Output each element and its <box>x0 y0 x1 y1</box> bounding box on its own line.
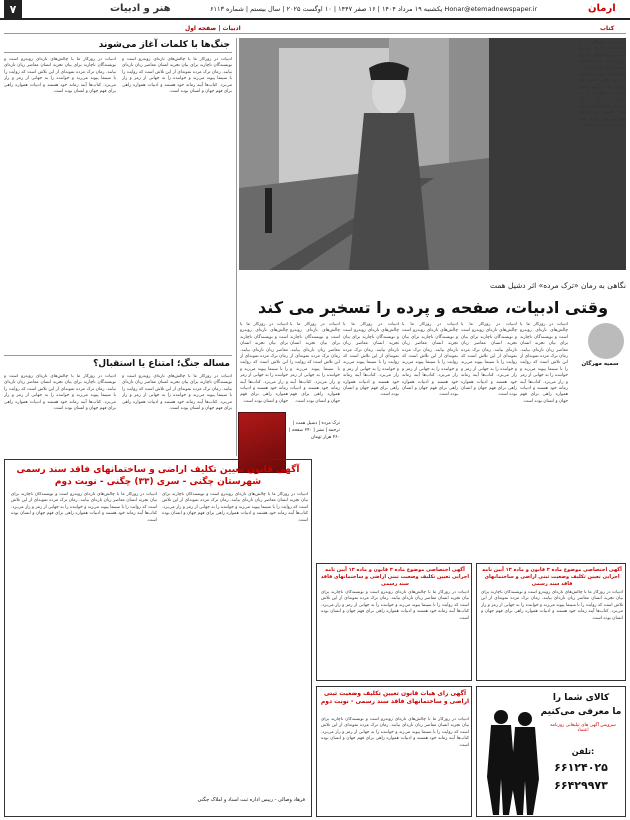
ad-box-middle <box>316 563 472 681</box>
author-avatar <box>588 323 624 359</box>
story-column: ادبیات در روزگار ما با چالش‌های تازه‌ای روبه‌رو است و نویسندگان ناچارند برای بیان تجربه انسان معاصر زبان تازه‌ای بیابند. رمان ترک مرده نمونه‌ای از این تلاش است که روایت را با سینما پیوند می‌زند و خواننده را به جهانی از رمز و راز می‌برد. کتاب‌ها آینه زمانه خود هستند و ادبیات همواره راهی برای فهم جهان و انسان بوده است. <box>520 322 568 404</box>
newspaper-logo: ارمان <box>588 3 616 14</box>
phone-2: ۶۶۴۲۹۹۷۳ <box>554 779 608 792</box>
story-column: ادبیات در روزگار ما با چالش‌های تازه‌ای روبه‌رو است و نویسندگان ناچارند برای بیان تجربه انسان معاصر زبان تازه‌ای بیابند. رمان ترک مرده نمونه‌ای از این تلاش است که روایت را با سینما پیوند می‌زند و خواننده را به جهانی از رمز و راز می‌برد. کتاب‌ها آینه زمانه خود هستند و ادبیات همواره راهی برای فهم جهان و انسان بوده است. <box>461 322 517 398</box>
ad-signature: فرهاد وصالی - رییس اداره ثبت اسناد و املاک چگنی <box>197 797 305 803</box>
ad-title: آگهی اختصاصی موضوع ماده ۳ قانون و ماده ۱۳ آیین نامه اجرایی تعیین تکلیف وضعیت ثبتی اراضی و ساختمانهای فاقد سند رسمی <box>482 567 622 587</box>
left-story-title-2: مساله جنگ؛ امتناع یا استقبال؟ <box>93 359 230 369</box>
book-caption: ترک مرده | دشیل همت | ترجمه | نشر | ۲۴۰ صفحه | ۴۶۰ هزار تومان <box>288 421 340 440</box>
story-column: ادبیات در روزگار ما با چالش‌های تازه‌ای روبه‌رو است و نویسندگان ناچارند برای بیان تجربه انسان معاصر زبان تازه‌ای بیابند. رمان ترک مرده نمونه‌ای از این تلاش است که روایت را با سینما پیوند می‌زند و خواننده را به جهانی از رمز و راز می‌برد. کتاب‌ها آینه زمانه خود هستند و ادبیات همواره راهی برای فهم جهان و انسان بوده است. <box>343 322 399 398</box>
phone-label: تلفن: <box>571 747 595 756</box>
left-story-text: ادبیات در روزگار ما با چالش‌های تازه‌ای روبه‌رو است و نویسندگان ناچارند برای بیان تجربه انسان معاصر زبان تازه‌ای بیابند. رمان ترک مرده نمونه‌ای از این تلاش است که روایت را با سینما پیوند می‌زند و خواننده را به جهانی از رمز و راز می‌برد. کتاب‌ها آینه زمانه خود هستند و ادبیات همواره راهی برای فهم جهان و انسان بوده است. <box>122 374 232 412</box>
column-divider <box>236 38 237 456</box>
phone-1: ۶۶۱۲۴۰۲۵ <box>554 761 608 774</box>
main-photo <box>239 38 626 270</box>
ad-title: آگهی رای هیات قانون تعیین تکلیف وضعیت ثبتی اراضی و ساختمانهای فاقد سند رسمی - نوبت دوم <box>320 690 470 705</box>
ad-box-right <box>476 563 626 681</box>
left-story-text: ادبیات در روزگار ما با چالش‌های تازه‌ای روبه‌رو است و نویسندگان ناچارند برای بیان تجربه انسان معاصر زبان تازه‌ای بیابند. رمان ترک مرده نمونه‌ای از این تلاش است که روایت را با سینما پیوند می‌زند و خواننده را به جهانی از رمز و راز می‌برد. کتاب‌ها آینه زمانه خود هستند و ادبیات همواره راهی برای فهم جهان و انسان بوده است. <box>4 57 116 95</box>
section-title: هنر و ادبیات <box>110 3 171 14</box>
author-name: سمیه مهرگان <box>581 361 619 367</box>
story-column: ادبیات در روزگار ما با چالش‌های تازه‌ای روبه‌رو است و نویسندگان ناچارند برای بیان تجربه انسان معاصر زبان تازه‌ای بیابند. رمان ترک مرده نمونه‌ای از این تلاش است که روایت را با سینما پیوند می‌زند و خواننده را به جهانی از رمز و راز می‌برد. کتاب‌ها آینه زمانه خود هستند و ادبیات همواره راهی برای فهم جهان و انسان بوده است. <box>402 322 458 398</box>
ad-text: ادبیات در روزگار ما با چالش‌های تازه‌ای روبه‌رو است و نویسندگان ناچارند برای بیان تجربه انسان معاصر زبان تازه‌ای بیابند. رمان ترک مرده نمونه‌ای از این تلاش است که روایت را با سینما پیوند می‌زند و خواننده را به جهانی از رمز و راز می‌برد. کتاب‌ها آینه زمانه خود هستند و ادبیات همواره راهی برای فهم جهان و انسان بوده است. <box>11 492 157 523</box>
divider <box>4 355 232 356</box>
story-headline: وقتی ادبیات، صفحه و پرده را تسخیر می کند <box>257 298 609 317</box>
page-number: ۷ <box>4 0 22 20</box>
story-column: ادبیات در روزگار ما با چالش‌های تازه‌ای روبه‌رو است و نویسندگان ناچارند برای بیان تجربه انسان معاصر زبان تازه‌ای بیابند. رمان ترک مرده نمونه‌ای از این تلاش است که روایت را با سینما پیوند می‌زند و خواننده را به جهانی از رمز و راز می‌برد. کتاب‌ها آینه زمانه خود هستند و ادبیات همواره راهی برای فهم جهان و انسان بوده است. <box>290 322 340 404</box>
ad-text: ادبیات در روزگار ما با چالش‌های تازه‌ای روبه‌رو است و نویسندگان ناچارند برای بیان تجربه انسان معاصر زبان تازه‌ای بیابند. رمان ترک مرده نمونه‌ای از این تلاش است که روایت را با سینما پیوند می‌زند و خواننده را به جهانی از رمز و راز می‌برد. کتاب‌ها آینه زمانه خود هستند و ادبیات همواره راهی برای فهم جهان و انسان بوده است. <box>162 492 308 523</box>
issue-info: یکشنبه ۱۹ مرداد ۱۴۰۴ | ۱۶ صفر ۱۴۴۷ | ۱۰ اوگست ۲۰۲۵ | سال بیستم | شماره ۶۱۱۳ Honar@etemadnewspaper.ir <box>210 5 538 13</box>
left-story-text: ادبیات در روزگار ما با چالش‌های تازه‌ای روبه‌رو است و نویسندگان ناچارند برای بیان تجربه انسان معاصر زبان تازه‌ای بیابند. رمان ترک مرده نمونه‌ای از این تلاش است که روایت را با سینما پیوند می‌زند و خواننده را به جهانی از رمز و راز می‌برد. کتاب‌ها آینه زمانه خود هستند و ادبیات همواره راهی برای فهم جهان و انسان بوده است. <box>122 57 232 95</box>
story-subhead: نگاهی به رمان «ترک مرده» اثر دشیل همت <box>489 281 626 290</box>
promo-line-1: کالای شما را <box>552 693 610 703</box>
ad-text: ادبیات در روزگار ما با چالش‌های تازه‌ای روبه‌رو است و نویسندگان ناچارند برای بیان تجربه انسان معاصر زبان تازه‌ای بیابند. رمان ترک مرده نمونه‌ای از این تلاش است که روایت را با سینما پیوند می‌زند و خواننده را به جهانی از رمز و راز می‌برد. کتاب‌ها آینه زمانه خود هستند و ادبیات همواره راهی برای فهم جهان و انسان بوده است. <box>481 590 623 621</box>
ad-title: آگهی اختصاصی موضوع ماده ۳ قانون و ماده ۱۳ آیین نامه اجرایی تعیین تکلیف وضعیت ثبتی اراضی و ساختمانهای فاقد سند رسمی <box>320 567 470 587</box>
ad-box-ruling <box>316 686 472 817</box>
promo-line-2: ما معرفی می‌کنیم <box>540 707 622 717</box>
book-label: کتاب <box>600 25 615 32</box>
ad-title: آگهی قانون تعیین تکلیف اراضی و ساختمانهای فاقد سند رسمی شهرستان چگنی - سری (۳۳) چگنی - نوبت دوم <box>16 465 300 487</box>
ad-box-legal <box>4 459 312 817</box>
story-column: ادبیات در روزگار ما با چالش‌های تازه‌ای روبه‌رو است و نویسندگان ناچارند برای بیان تجربه انسان معاصر زبان تازه‌ای بیابند. رمان ترک مرده نمونه‌ای از این تلاش است که روایت را با سینما پیوند می‌زند و خواننده را به جهانی از رمز و راز می‌برد. کتاب‌ها آینه زمانه خود هستند و ادبیات همواره راهی برای فهم جهان و انسان بوده است. <box>240 322 288 404</box>
ad-text: ادبیات در روزگار ما با چالش‌های تازه‌ای روبه‌رو است و نویسندگان ناچارند برای بیان تجربه انسان معاصر زبان تازه‌ای بیابند. رمان ترک مرده نمونه‌ای از این تلاش است که روایت را با سینما پیوند می‌زند و خواننده را به جهانی از رمز و راز می‌برد. کتاب‌ها آینه زمانه خود هستند و ادبیات همواره راهی برای فهم جهان و انسان بوده است. <box>321 590 469 621</box>
top-rule <box>4 33 626 34</box>
left-story-title-1: جنگ‌ها با کلمات آغاز می‌شوند <box>98 40 230 50</box>
left-story-text: ادبیات در روزگار ما با چالش‌های تازه‌ای روبه‌رو است و نویسندگان ناچارند برای بیان تجربه انسان معاصر زبان تازه‌ای بیابند. رمان ترک مرده نمونه‌ای از این تلاش است که روایت را با سینما پیوند می‌زند و خواننده را به جهانی از رمز و راز می‌برد. کتاب‌ها آینه زمانه خود هستند و ادبیات همواره راهی برای فهم جهان و انسان بوده است. <box>4 374 116 412</box>
ad-box-promo <box>476 686 626 817</box>
left-section-label: ادبیات | صفحه اول <box>185 25 241 32</box>
promo-sub: سرویس آگهی های تبلیغاتی روزنامه اعتماد <box>550 723 616 733</box>
businessmen-silhouette <box>481 707 541 815</box>
page-header <box>0 0 630 20</box>
divider <box>4 52 232 53</box>
right-story-text: ادبیات در روزگار ما با چالش‌های تازه‌ای روبه‌رو است و نویسندگان ناچارند برای بیان تجربه انسان معاصر زبان تازه‌ای بیابند. رمان ترک مرده نمونه‌ای از این تلاش است که روایت را با سینما پیوند می‌زند و خواننده را به جهانی از رمز و راز می‌برد. کتاب‌ها آینه زمانه خود هستند و ادبیات همواره راهی برای فهم جهان و انسان بوده است. <box>579 40 626 129</box>
ad-text: ادبیات در روزگار ما با چالش‌های تازه‌ای روبه‌رو است و نویسندگان ناچارند برای بیان تجربه انسان معاصر زبان تازه‌ای بیابند. رمان ترک مرده نمونه‌ای از این تلاش است که روایت را با سینما پیوند می‌زند و خواننده را به جهانی از رمز و راز می‌برد. کتاب‌ها آینه زمانه خود هستند و ادبیات همواره راهی برای فهم جهان و انسان بوده است. <box>321 717 469 748</box>
